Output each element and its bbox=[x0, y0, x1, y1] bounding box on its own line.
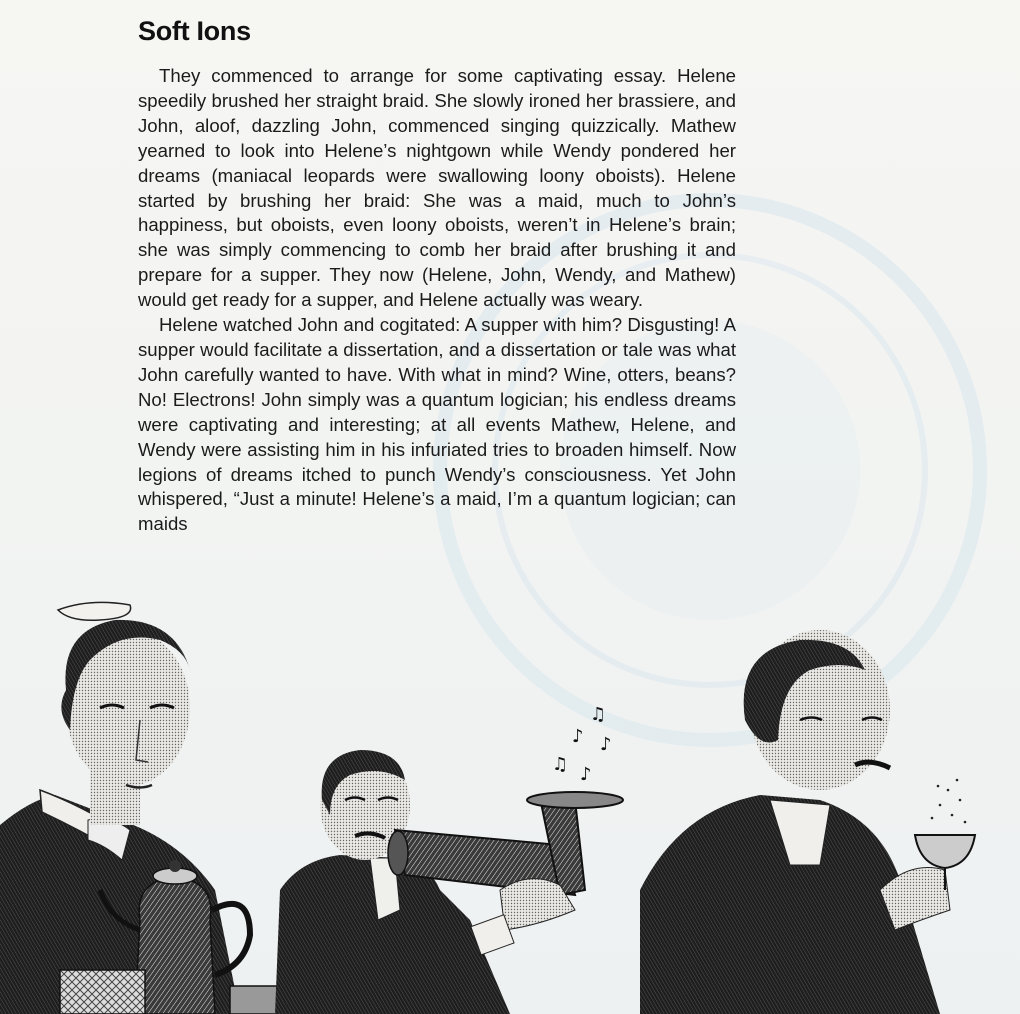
gentleman-figure bbox=[640, 630, 950, 1014]
music-notes-icon bbox=[552, 704, 612, 785]
svg-text:♫: ♫ bbox=[590, 704, 607, 725]
svg-text:♫: ♫ bbox=[552, 754, 569, 775]
paragraph-2: Helene watched John and cogitated: A supper with him? Disgusting! A supper would facilitate a dissertation, and a dissertation or tale was what John carefully wanted to have. With what in mind? Wine, otters, beans? No! Electrons! John simply was a quantum logician; his endless dreams were captivating and interesting; at all events Mathew, Helene, and Wendy were assisting him in his infuriated tries to broaden himself. Now legions of dreams itched to punch Wendy’s consciousness. Yet John whispered, “Just a minute! Helene’s a maid, I’m a quantum logician; can maids bbox=[138, 314, 736, 535]
horn-player-figure bbox=[275, 750, 623, 1014]
article-title: Soft Ions bbox=[138, 16, 251, 46]
svg-text:♪: ♪ bbox=[572, 726, 584, 747]
engraving-illustration bbox=[0, 590, 1020, 1014]
svg-text:♪: ♪ bbox=[580, 764, 592, 785]
svg-text:♪: ♪ bbox=[600, 734, 612, 755]
paragraph-1: They commenced to arrange for some captivating essay. Helene speedily brushed her straight braid. She slowly ironed her brassiere, and John, aloof, dazzling John, commenced singing quizzically. Mathew yearned to look into Helene’s nightgown while Wendy pondered her dreams (maniacal leopards were swallowing loony oboists). Helene started by brushing her braid: She was a maid, much to John’s happiness, but oboists, even loony oboists, weren’t in Helene’s brain; she was simply commencing to comb her braid after brushing it and prepare for a supper. They now (Helene, John, Wendy, and Mathew) would get ready for a supper, and Helene actually was weary. bbox=[138, 65, 736, 311]
article-body bbox=[138, 64, 736, 537]
